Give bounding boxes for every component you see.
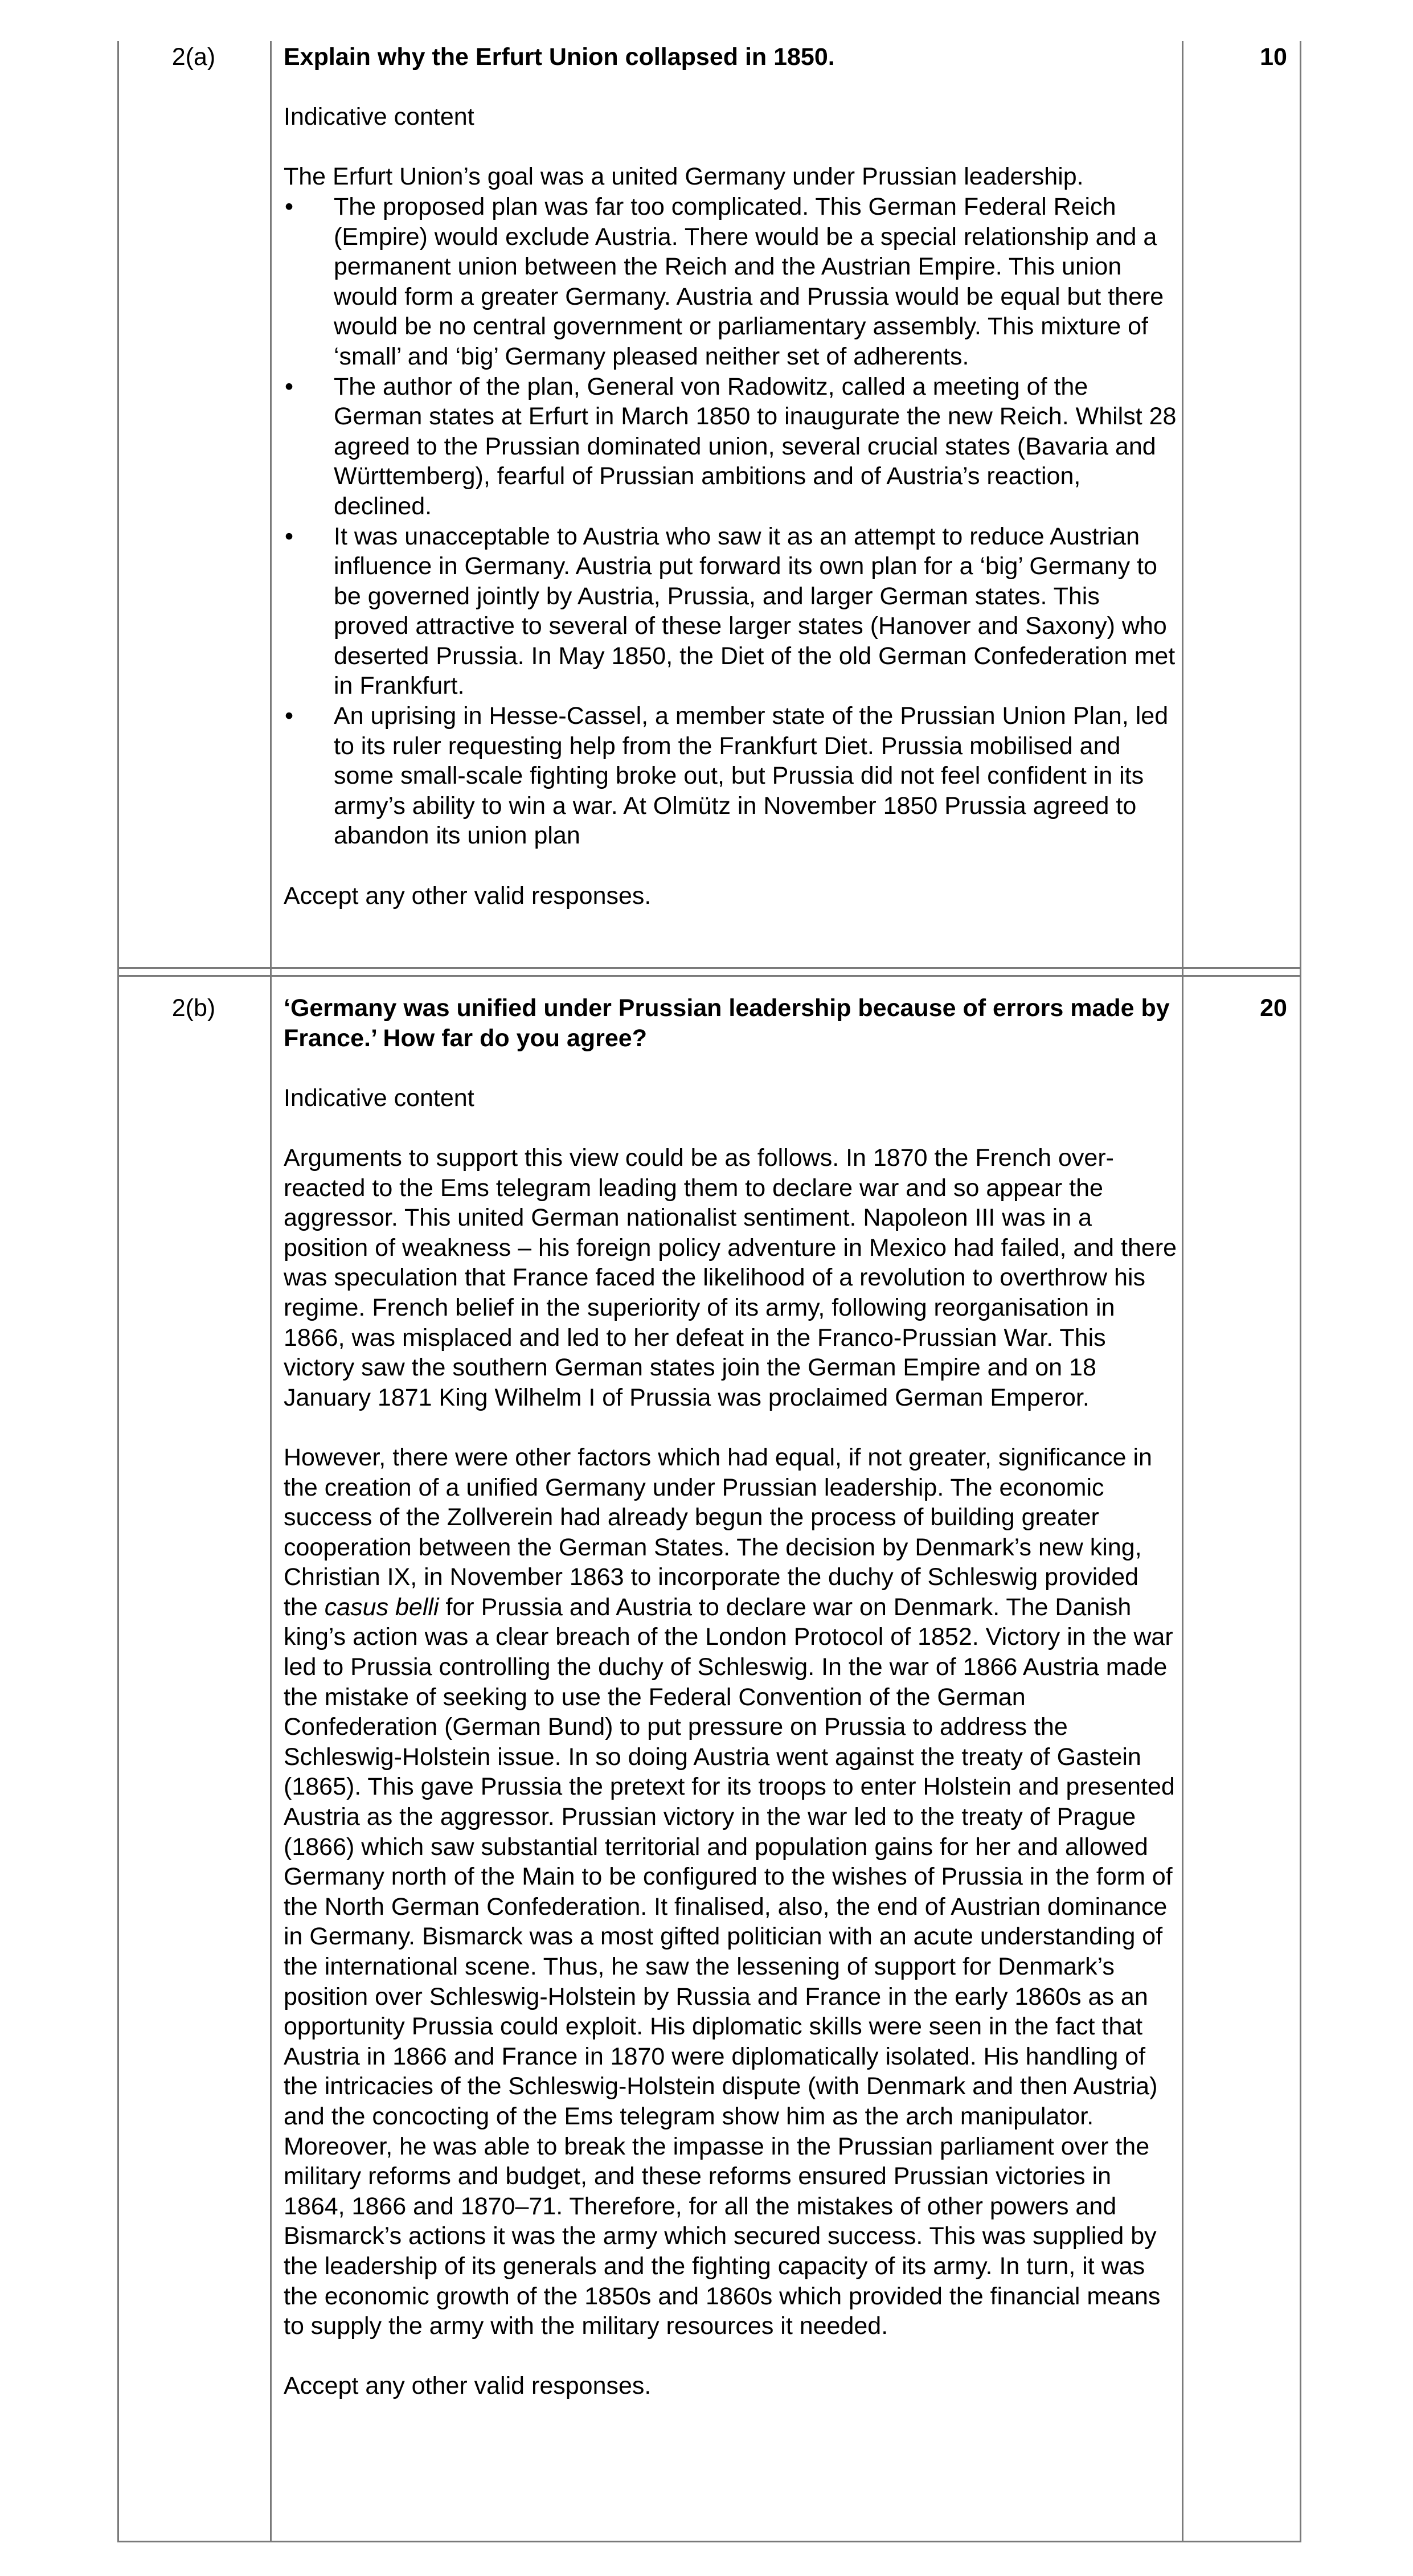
paragraph-text: for Prussia and Austria to declare war on Denmark. The Danish king’s action was a clear breach of the London Protocol of 1852. Victory in the war led to Prussia controlling the duchy of Schleswig. In the war of 1866 Austria made the mistake of seeking to use the Federal Convention of the German Confederation (German Bund) to put pressure on Prussia to address the Schleswig-Holstein issue. In so doing Austria went against the treaty of Gastein (1865). This gave Prussia the pretext for its troops to enter Holstein and presented Austria as the aggressor. Prussian victory in the war led to the treaty of Prague (1866) which saw substantial territorial and population gains for her and allowed Germany north of the Main to be configured to the wishes of Prussia in the form of the North German Confederation. It finalised, also, the end of Austrian dominance in Germany. Bismarck was a most gifted politician with an acute understanding of the international scene. Thus, he saw the lessening of support for Denmark’s position over Schleswig-Holstein by Russia and France in the early 1860s as an opportunity Prussia could exploit. His diplomatic skills were seen in the fact that Austria in 1866 and France in 1870 were diplomatically isolated. His handling of the intricacies of the Schleswig-Holstein dispute (with Denmark and then Austria) and the concocting of the Ems telegram show him as the arch manipulator. Moreover, he was able to break the impasse in the Prussian parliament over the military reforms and budget, and these reforms ensured Prussian victories in 1864, 1866 and 1870–71. Therefore, for all the mistakes of other powers and Bismarck’s actions it was the army which secured success. This was supplied by the leadership of its generals and the fighting capacity of its army. In turn, it was the economic growth of the 1850s and 1860s which provided the financial means to supply the army with the military resources it needed. (284, 1593, 1175, 2340)
question-marks: 20 (1260, 994, 1287, 1022)
supporting-arguments-paragraph: Arguments to support this view could be as follows. In 1870 the French over-reacted to the Ems telegram leading them to declare war and so appear the aggressor. This united German nationalist sentiment. Napoleon III was in a position of weakness – his foreign policy adventure in Mexico had failed, and there was speculation that France faced the likelihood of a revolution to overthrow his regime. French belief in the superiority of its army, following reorganisation in 1866, was misplaced and led to her defeat in the Franco-Prussian War. This victory saw the southern German states join the German Empire and on 18 January 1871 King Wilhelm I of Prussia was proclaimed German Emperor. (284, 1144, 1177, 1411)
column-divider-marks (1182, 41, 1183, 2542)
row-divider-bottom (117, 975, 1301, 977)
question-number: 2(a) (171, 43, 216, 71)
bullet-item: • It was unacceptable to Austria who saw it as an attempt to reduce Austrian influence in Germany. Austria put forward its own plan for a ‘big’ Germany to be governed jointly by Austria, Prussia, and larger German states. This proved attractive to several of these larger states (Hanover and Saxony) who deserted Prussia. In May 1850, the Diet of the old German Confederation met in Frankfurt. (284, 522, 1178, 702)
indicative-content-heading: Indicative content (284, 103, 474, 131)
question-content (284, 42, 1178, 911)
question-marks: 10 (1260, 43, 1287, 71)
bullet-list (284, 192, 1178, 851)
table-border-left (117, 41, 119, 2542)
accept-statement: Accept any other valid responses. (284, 2372, 652, 2400)
row-divider-top (117, 967, 1301, 969)
counter-arguments-paragraph (284, 1443, 1178, 2341)
table-border-right (1300, 41, 1301, 2542)
question-text: Explain why the Erfurt Union collapsed in 1850. (284, 43, 835, 71)
italic-term: casus belli (324, 1593, 439, 1621)
bullet-item: • The proposed plan was far too complicated. This German Federal Reich (Empire) would exclude Austria. There would be a special relationship and a permanent union between the Reich and the Austrian Empire. This union would form a greater Germany. Austria and Prussia would be equal but there would be no central government or parliamentary assembly. This mixture of ‘small’ and ‘big’ Germany pleased neither set of adherents. (284, 192, 1178, 372)
table-border-bottom (117, 2541, 1301, 2542)
column-divider-number (270, 41, 272, 2542)
bullet-item: • An uprising in Hesse-Cassel, a member state of the Prussian Union Plan, led to its ruler requesting help from the Frankfurt Diet. Prussia mobilised and some small-scale fighting broke out, but Prussia did not feel confident in its army’s ability to win a war. At Olmütz in November 1850 Prussia agreed to abandon its union plan (284, 701, 1178, 851)
indicative-content-heading: Indicative content (284, 1084, 474, 1112)
bullet-item: • The author of the plan, General von Radowitz, called a meeting of the German states at Erfurt in March 1850 to inaugurate the new Reich. Whilst 28 agreed to the Prussian dominated union, several crucial states (Bavaria and Württemberg), fearful of Prussian ambitions and of Austria’s reaction, declined. (284, 372, 1178, 522)
question-text: ‘Germany was unified under Prussian leadership because of errors made by France.’ How far do you agree? (284, 994, 1170, 1052)
question-number: 2(b) (171, 994, 216, 1022)
question-content (284, 993, 1178, 2401)
paragraph-text: However, there were other factors which had equal, if not greater, significance in the creation of a unified Germany under Prussian leadership. The economic success of the Zollverein had already begun the process of building greater cooperation between the German States. The decision by Denmark’s new king, Christian IX, in November 1863 to incorporate the duchy of Schleswig provided the (284, 1443, 1152, 1621)
accept-statement: Accept any other valid responses. (284, 882, 652, 910)
intro-paragraph: The Erfurt Union’s goal was a united Germany under Prussian leadership. (284, 163, 1084, 191)
